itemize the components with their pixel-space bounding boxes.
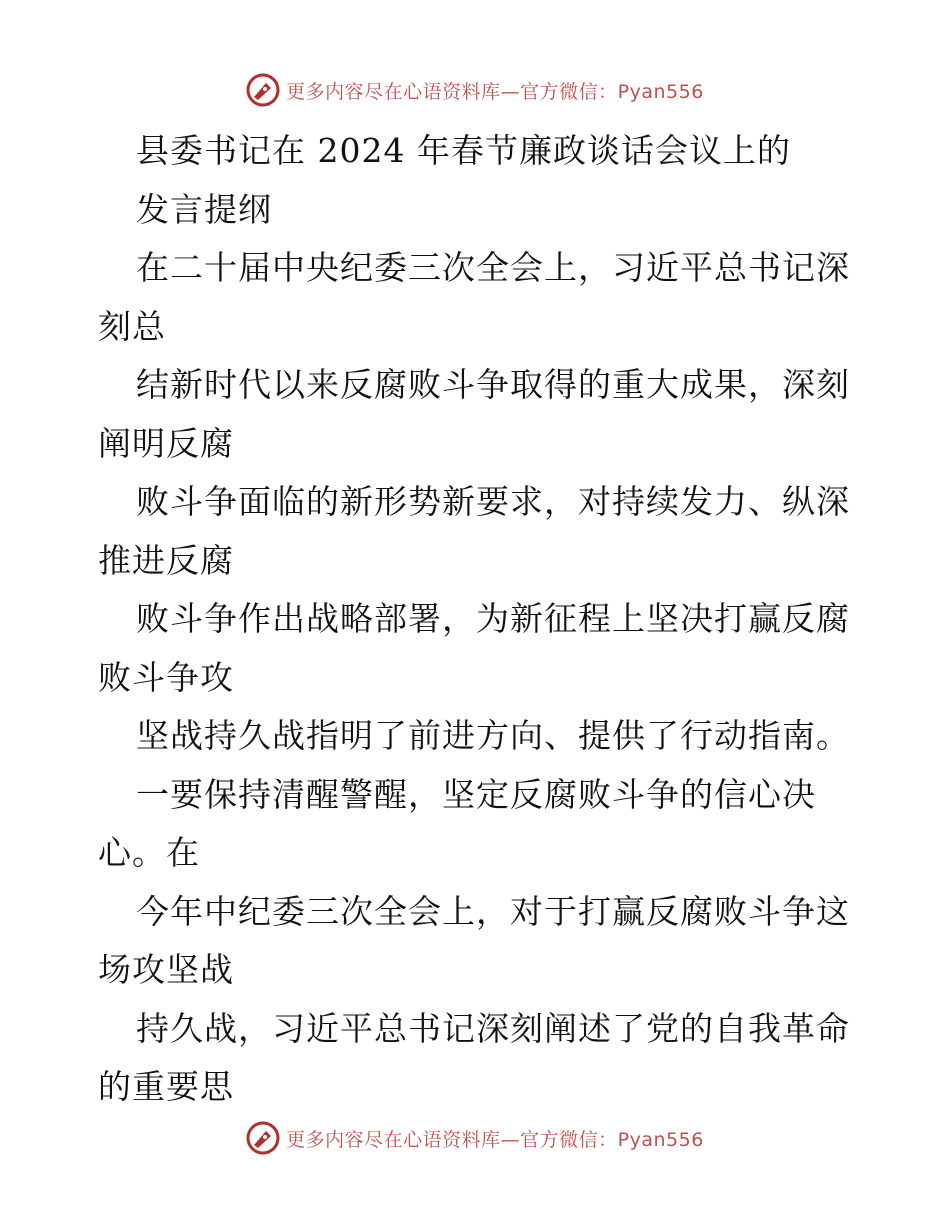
text-line: 坚战持久战指明了前进方向、提供了行动指南。 <box>136 716 850 755</box>
text-line: 结新时代以来反腐败斗争取得的重大成果，深刻 <box>136 365 850 404</box>
text-line: 刻总 <box>98 306 166 346</box>
banner-text: 更多内容尽在心语资料库—官方微信：Pyan556 <box>286 1128 704 1151</box>
header-banner <box>0 70 950 110</box>
text-line: 推进反腐 <box>98 540 234 580</box>
text-line: 发言提纲 <box>136 189 272 229</box>
text-line: 持久战，习近平总书记深刻阐述了党的自我革命 <box>136 1008 850 1048</box>
pen-nib-logo-icon <box>246 1121 280 1155</box>
text-line: 在二十届中央纪委三次全会上，习近平总书记深 <box>136 248 850 287</box>
footer-banner <box>0 1118 950 1158</box>
pen-nib-logo-icon <box>246 73 280 107</box>
text-line: 场攻坚战 <box>98 950 234 989</box>
text-line: 的重要思 <box>98 1067 234 1106</box>
text-line: 今年中纪委三次全会上，对于打赢反腐败斗争这 <box>136 891 850 931</box>
text-line: 心。在 <box>98 833 200 872</box>
text-line: 一要保持清醒警醒，坚定反腐败斗争的信心决 <box>136 774 816 814</box>
text-line: 败斗争面临的新形势新要求，对持续发力、纵深 <box>136 482 850 521</box>
text-line: 败斗争攻 <box>98 657 234 697</box>
banner-text: 更多内容尽在心语资料库—官方微信：Pyan556 <box>286 80 704 103</box>
text-line: 阐明反腐 <box>98 423 234 463</box>
text-line: 败斗争作出战略部署，为新征程上坚决打赢反腐 <box>136 599 850 638</box>
document-body <box>98 122 858 1117</box>
text-line: 县委书记在 2024 年春节廉政谈话会议上的 <box>136 131 791 170</box>
